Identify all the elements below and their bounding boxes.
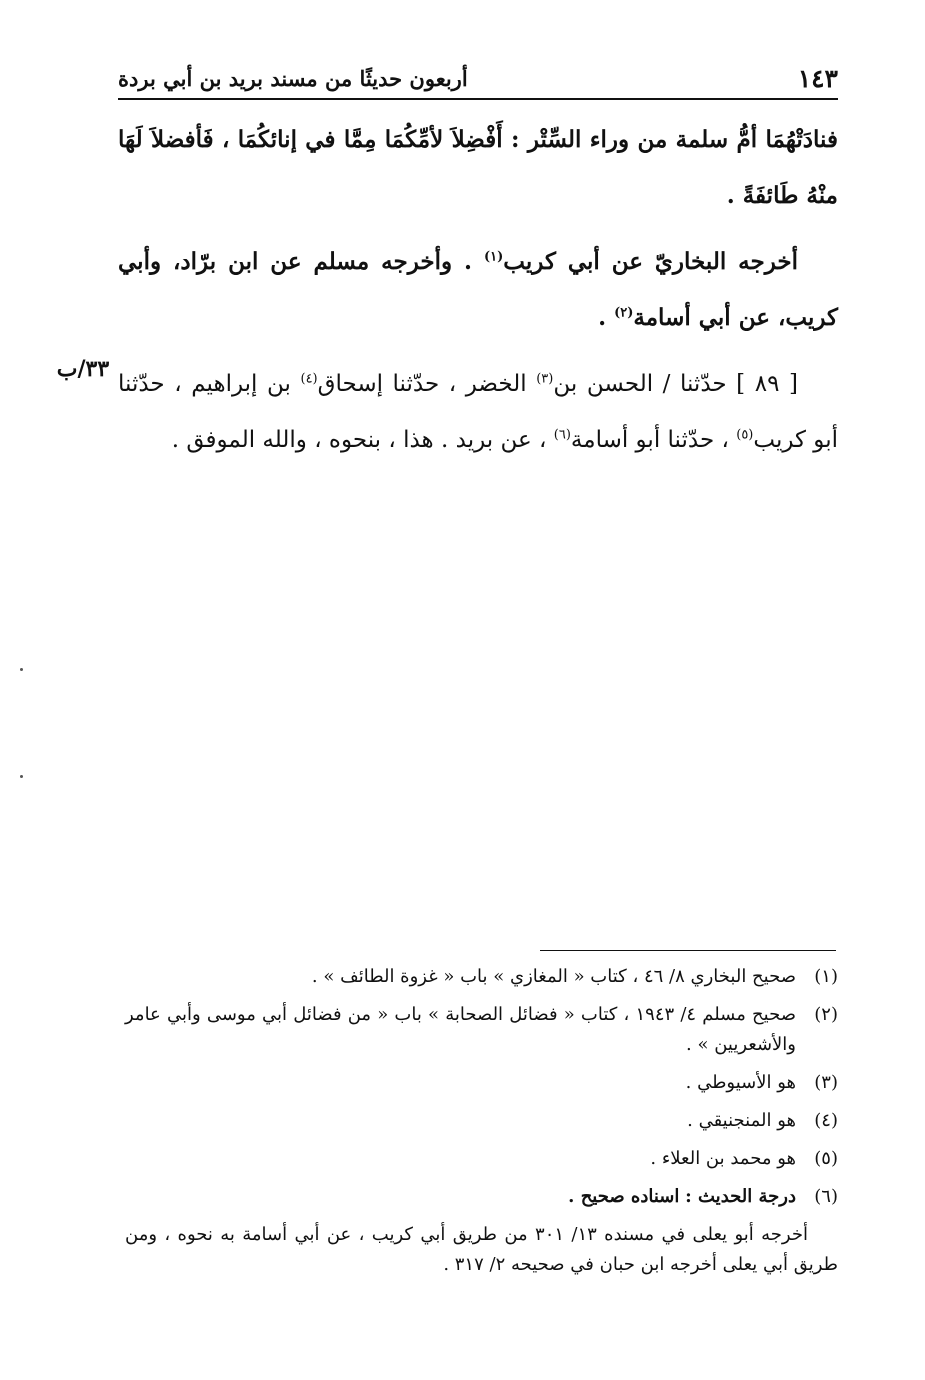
scan-speck [20,668,23,671]
isnad-text-3: بن إبراهيم ، حدّثنا أبو كريب [118,371,838,453]
footnote-number: (١) [814,966,838,987]
takhrij-text-3: . [598,304,615,331]
footnote-ref-2[interactable]: (٢) [614,305,634,321]
footnote-3 [125,1068,838,1098]
footnote-number: (٥) [814,1148,838,1169]
page-number: ١٤٣ [797,63,838,93]
scan-speck [20,775,23,778]
footnote-ref-5[interactable]: (٥) [736,427,754,443]
running-title: أربعون حديثًا من مسند بريد بن أبي بردة [118,65,468,91]
footnote-number: (٣) [814,1072,838,1093]
footnote-ref-6[interactable]: (٦) [553,427,571,443]
footnote-text: هو محمد بن العلاء . [650,1148,796,1169]
footnote-ref-4[interactable]: (٤) [300,371,318,387]
hadith-grade-label: درجة الحديث : [685,1186,796,1207]
footnote-number: (٢) [814,1004,838,1025]
hadith-89 [118,356,838,468]
footnote-6-detail: أخرجه أبو يعلى في مسنده ١٣/ ٣٠١ من طريق أبي كريب ، عن أبي أسامة به نحوه ، ومن طريق أبي يعلى أخرجه ابن حبان في صحيحه ٢/ ٣١٧ . [125,1224,838,1275]
footnote-text: هو الأسيوطي . [685,1072,796,1093]
isnad-text-1: [ ٨٩ ] حدّثنا / الحسن بن [553,371,798,397]
footnote-4 [125,1106,838,1136]
footnote-2 [125,1000,838,1060]
isnad-text-4: ، حدّثنا أبو أسامة [570,427,737,453]
isnad-text-5: ، عن بريد . هذا ، بنحوه ، والله الموفق . [171,427,554,453]
footnote-5 [125,1144,838,1174]
footnote-ref-1[interactable]: (١) [484,249,504,265]
footnote-number: (٤) [814,1110,838,1131]
hadith-grade-value: اسناده صحيح . [568,1186,680,1207]
manuscript-folio-marker: ٣٣/ب [56,356,110,382]
footnote-number: (٦) [814,1186,838,1207]
footnote-1 [125,962,838,992]
footnote-separator [540,950,836,951]
footnote-text: هو المنجنيقي . [687,1110,796,1131]
takhrij-paragraph [118,234,838,346]
page-header [118,58,838,100]
footnote-6 [125,1182,838,1212]
hadith-continuation: فنادَتْهُمَا أمُّ سلمة من وراء السِّتْر : أَفْضِلاَ لأمِّكُمَا مِمَّا في إنائكُمَا ، فَأفضلاَ لَهَا منْهُ طَائفَةً . [118,126,838,209]
takhrij-text-1: أخرجه البخاريّ عن أبي كريب [503,248,798,275]
footnote-ref-3[interactable]: (٣) [536,371,554,387]
main-text [118,112,838,478]
footnote-text: صحيح مسلم ٤/ ١٩٤٣ ، كتاب « فضائل الصحابة » باب « من فضائل أبي موسى وأبي عامر والأشعريين » . [125,1004,796,1055]
footnote-text: صحيح البخاري ٨/ ٤٦ ، كتاب « المغازي » باب « غزوة الطائف » . [311,966,796,987]
isnad-text-2: الخضر ، حدّثنا إسحاق [317,371,537,397]
footnotes [125,962,838,1280]
takhrij-text-2: . وأخرجه مسلم عن ابن برّاد، وأبي كريب، عن أبي أسامة [118,248,838,331]
